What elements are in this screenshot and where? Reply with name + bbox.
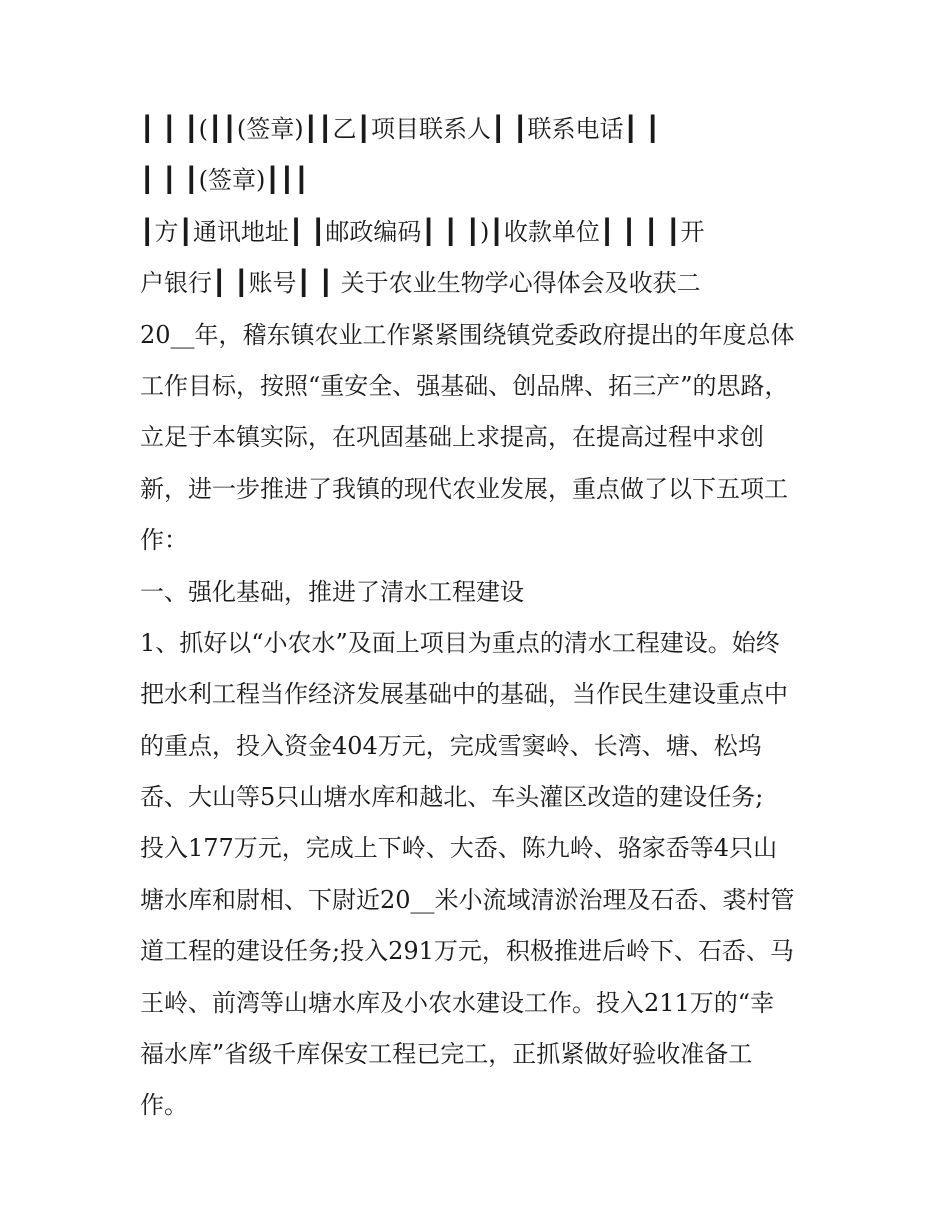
text-line: 道工程的建设任务;投入291万元，积极推进后岭下、石岙、马 [140,937,794,966]
text-line: 福水库”省级千库保安工程已完工，正抓紧做好验收准备工 [140,1040,753,1069]
text-line: 把水利工程当作经济发展基础中的基础，当作民生建设重点中 [140,680,788,709]
text-line: 的重点，投入资金404万元，完成雪窦岭、长湾、塘、松坞 [140,731,762,760]
document-page [140,104,820,1132]
text-line: ┃方┃通讯地址┃ ┃邮政编码┃ ┃ ┃)┃收款单位┃ ┃ ┃ ┃开 [140,217,705,246]
text-line: 20__年，稽东镇农业工作紧紧围绕镇党委政府提出的年度总体 [140,320,795,349]
text-line: 岙、大山等5只山塘水库和越北、车头灌区改造的建设任务; [140,783,764,812]
text-line: 作。 [140,1091,188,1120]
text-line: 王岭、前湾等山塘水库及小农水建设工作。投入211万的“幸 [140,988,775,1017]
text-line: ┃ ┃ ┃(┃┃(签章)┃┃乙┃项目联系人┃ ┃联系电话┃ ┃ [140,115,660,143]
text-line: 1、抓好以“小农水”及面上项目为重点的清水工程建设。始终 [140,628,780,657]
text-line: 新，进一步推进了我镇的现代农业发展，重点做了以下五项工 [140,474,788,503]
text-line: 投入177万元，完成上下岭、大岙、陈九岭、骆家岙等4只山 [140,834,778,863]
text-line: 工作目标，按照“重安全、强基础、创品牌、拓三产”的思路， [140,371,789,400]
section-heading: 一、强化基础，推进了清水工程建设 [140,577,524,606]
text-line: 作： [140,526,188,555]
text-line: ┃ ┃ ┃(签章)┃┃┃ [140,166,309,195]
text-line: 塘水库和尉相、下尉近20__米小流域清淤治理及石岙、裘村管 [140,885,795,914]
text-line: 户银行┃ ┃账号┃ ┃ 关于农业生物学心得体会及收获二 [140,269,701,298]
text-line: 立足于本镇实际，在巩固基础上求提高，在提高过程中求创 [140,423,764,452]
